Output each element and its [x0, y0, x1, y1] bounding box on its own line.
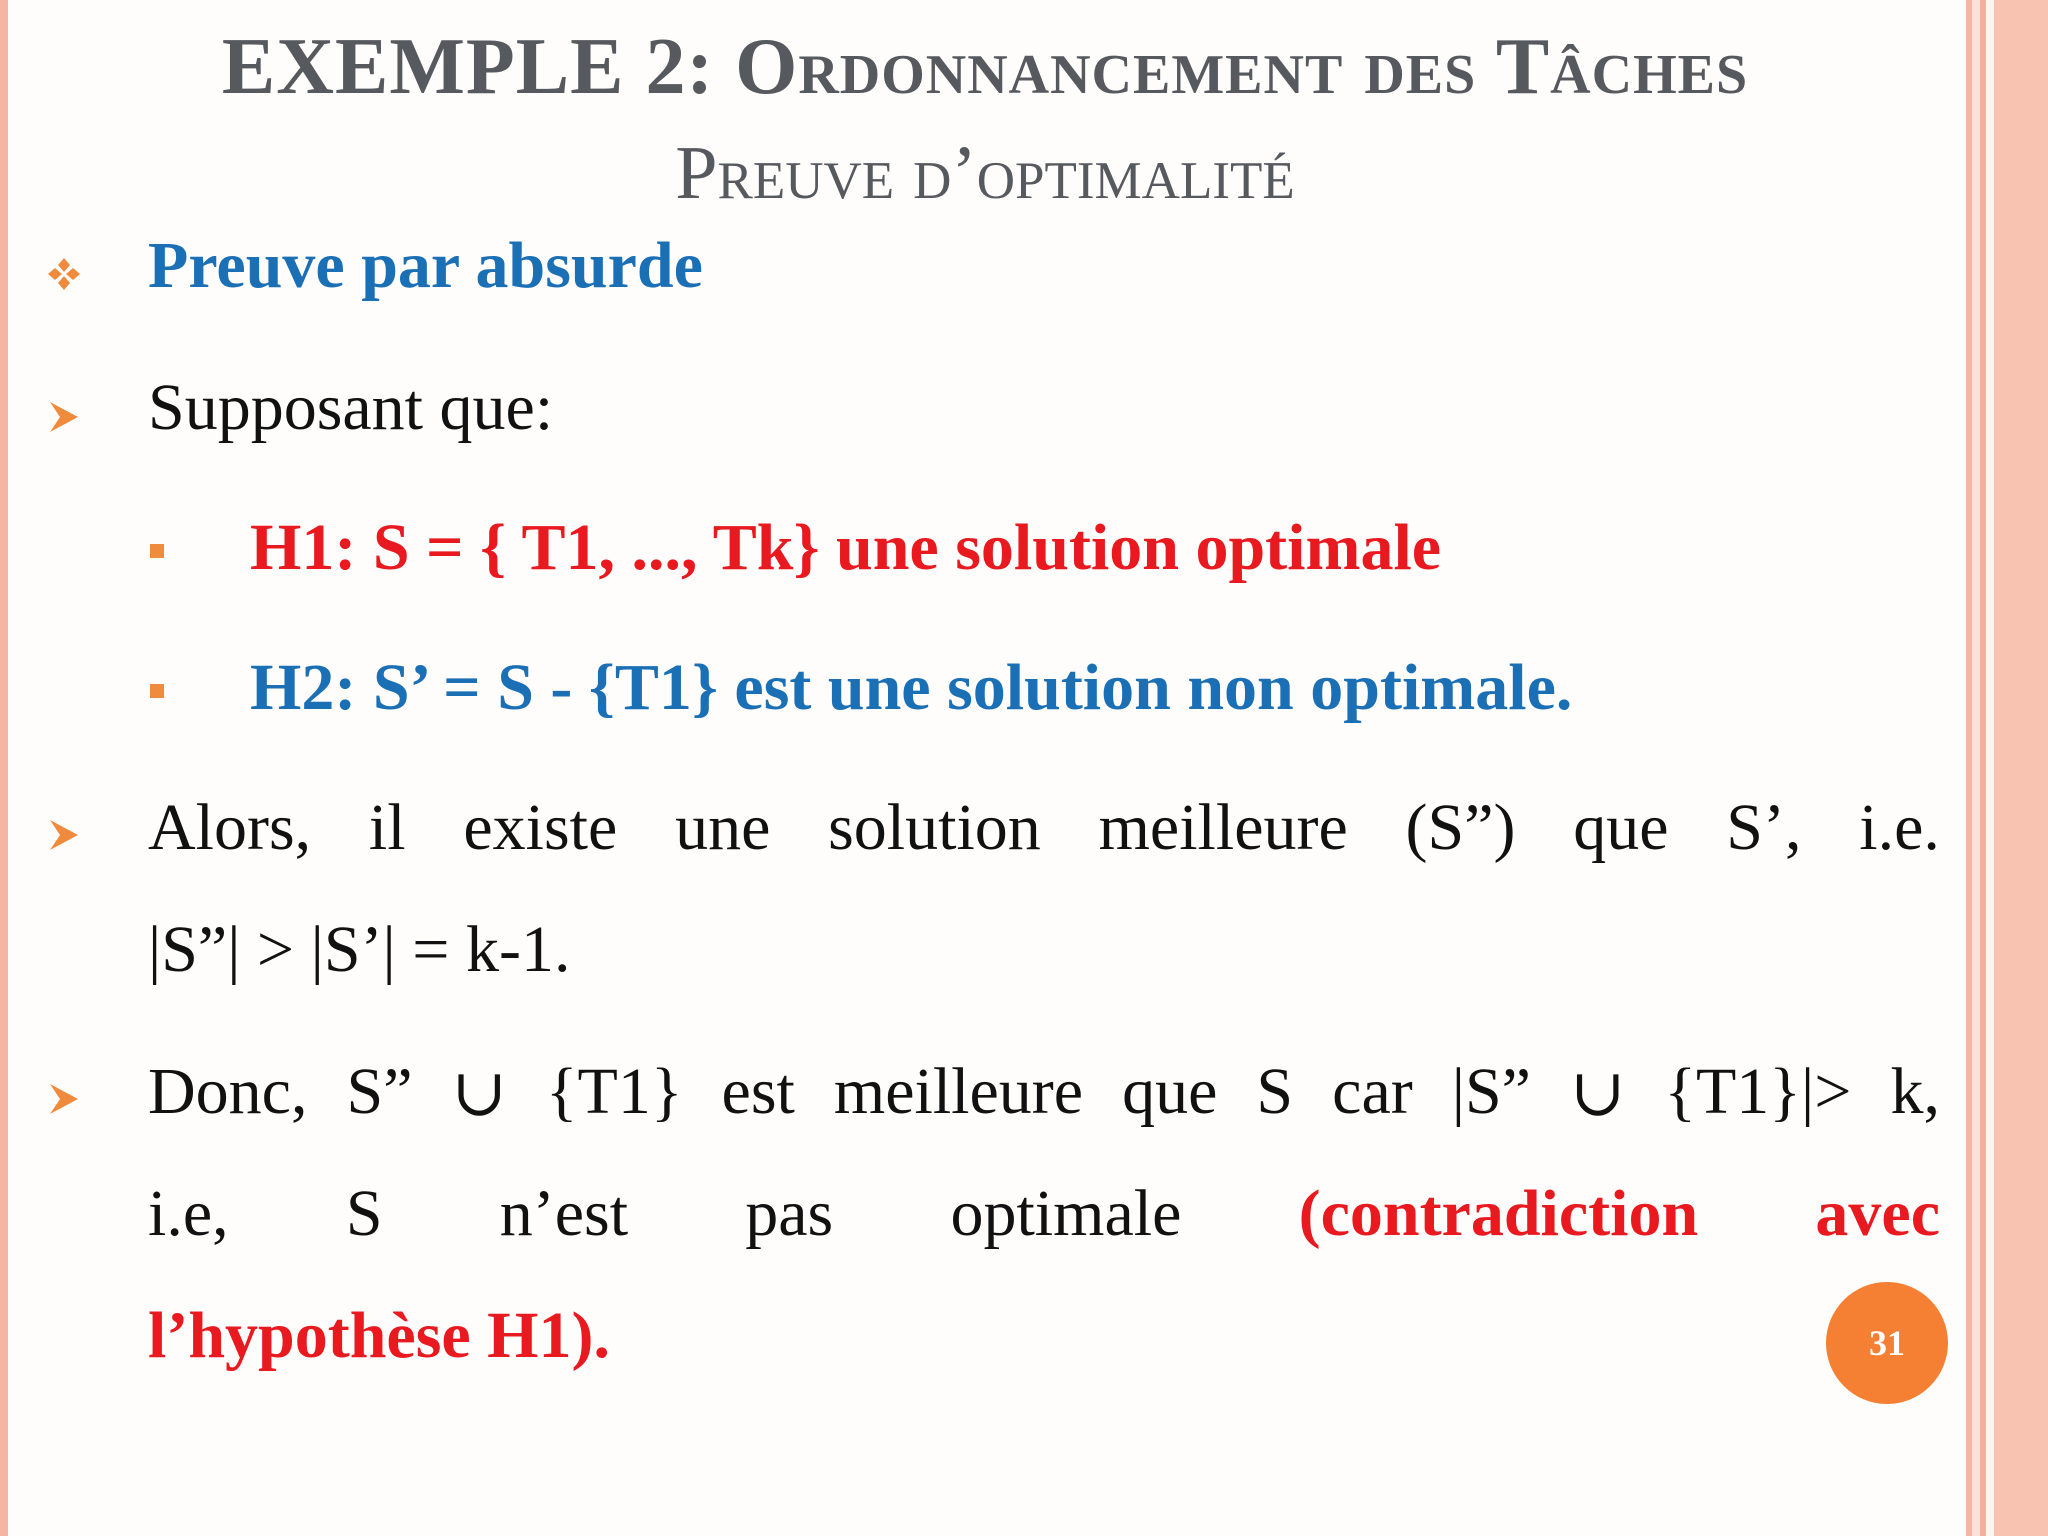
word: meilleure	[833, 1055, 1084, 1128]
donc-line1	[148, 1054, 1940, 1132]
square-icon	[150, 684, 164, 698]
word: pas	[745, 1177, 834, 1250]
donc-line2	[148, 1176, 1940, 1252]
donc-line3: l’hypothèse H1).	[148, 1299, 610, 1372]
word: meilleure	[1098, 791, 1348, 864]
arrowhead-icon	[48, 1082, 80, 1116]
word: i.e,	[148, 1177, 229, 1250]
word: ∪	[1569, 1057, 1626, 1130]
right-decor-bars	[1966, 0, 2048, 1536]
left-decor-bar	[0, 0, 8, 1536]
word: S’,	[1726, 791, 1802, 864]
diamond-quad-icon	[46, 256, 82, 292]
word: {T1}|>	[1664, 1055, 1852, 1128]
word: est	[721, 1055, 795, 1128]
slide-title: EXEMPLE 2: Ordonnancement des Tâches	[221, 23, 1749, 111]
word: il	[368, 791, 406, 864]
hypothesis-h1: H1: S = { T1, ..., Tk} une solution optimale	[250, 511, 1442, 584]
word: une	[675, 791, 771, 864]
alors-line2: |S”| > |S’| = k-1.	[148, 913, 571, 986]
word: {T1}	[545, 1055, 683, 1128]
word: car	[1332, 1055, 1413, 1128]
word: solution	[828, 791, 1041, 864]
slide-subtitle: Preuve d’optimalité	[675, 131, 1295, 215]
word-emphasis: avec	[1815, 1177, 1940, 1250]
word: n’est	[499, 1177, 629, 1250]
word: S”	[346, 1055, 413, 1128]
heading-preuve: Preuve par absurde	[148, 229, 703, 302]
word: |S”	[1451, 1055, 1531, 1128]
word: ∪	[451, 1057, 507, 1130]
word: Alors,	[148, 791, 312, 864]
supposant-text: Supposant que:	[148, 371, 554, 444]
word: existe	[463, 791, 618, 864]
arrowhead-icon	[48, 818, 80, 852]
word: (S”)	[1405, 791, 1516, 864]
word: optimale	[950, 1177, 1182, 1250]
word: S	[345, 1177, 383, 1250]
word: que	[1573, 791, 1669, 864]
arrowhead-icon	[48, 400, 80, 434]
hypothesis-h2: H2: S’ = S - {T1} est une solution non optimale.	[250, 651, 1573, 724]
page-number-badge: 31	[1826, 1282, 1948, 1404]
word-emphasis: (contradiction	[1298, 1177, 1699, 1250]
word: i.e.	[1859, 791, 1940, 864]
word: S	[1256, 1055, 1294, 1128]
square-icon	[150, 544, 164, 558]
alors-line1	[148, 790, 1940, 866]
word: k,	[1890, 1055, 1940, 1128]
word: Donc,	[148, 1055, 308, 1128]
word: que	[1122, 1055, 1218, 1128]
